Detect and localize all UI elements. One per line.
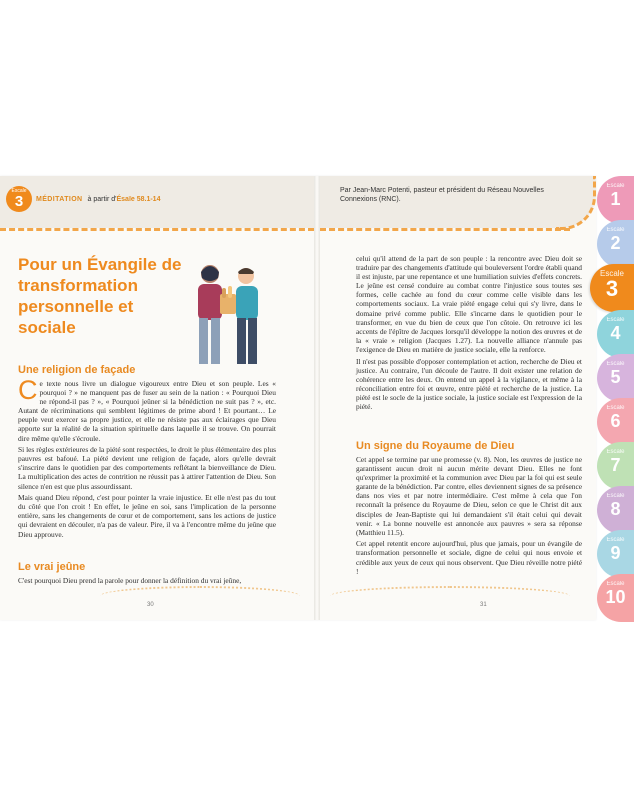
- tab-number: 6: [610, 411, 621, 431]
- paragraph: C'est pourquoi Dieu prend la parole pour donner la définition du vrai jeûne,: [18, 576, 242, 585]
- dropcap: C: [18, 375, 38, 405]
- escale-badge-number: 3: [14, 193, 24, 210]
- paragraph: [18, 375, 276, 443]
- tab-escale-9[interactable]: [597, 530, 634, 578]
- paragraph-text: e texte nous livre un dialogue vigoureux entre Dieu et son peuple. Les « pourquoi ? » ne manquent pas de fuser au sein de la nation : « Pourquoi Dieu ne répond-il pas ? », « Pourquoi jeûner si la bénédiction ne suit pas ? », etc. Autant de récriminations qui semblent légitimes de prime abord ! Et pourtant… Le peuple veut exercer sa propre justice, et elle ne résiste pas aux éclairages que Dieu apporte sur la réalité de la situation spirituelle dans laquelle il se trouve. On pourrait dire même qu'elle s'écroule.: [18, 379, 276, 443]
- tab-label: Escale: [606, 227, 625, 233]
- paragraph: Si les règles extérieures de la piété sont respectées, le droit le plus élémentaire des plus pauvres est bafoué. La piété devient une religion de façade, alors qu'elle devrait s'inscrire dans le quotidien par des comportements reflétant la bienveillance de Dieu. La multiplication des actes de contrition ne réussit pas à attirer l'attention de Dieu. Son silence n'en est que plus assourdissant.: [18, 445, 276, 491]
- tab-label: Escale: [606, 449, 625, 455]
- tab-escale-10[interactable]: [597, 574, 634, 622]
- paragraph: Cet appel retentit encore aujourd'hui, plus que jamais, pour un évangile de transformation personnelle et sociale, digne de celui qui nous envoie et crédible aux yeux de ceux qui nous observent. Que Dieu réveille notre piété !: [356, 539, 582, 576]
- tab-number: 9: [610, 543, 621, 563]
- tab-number: 8: [610, 499, 621, 519]
- tab-label: Escale: [606, 317, 625, 323]
- tab-number: 7: [610, 455, 621, 475]
- from-text: à partir d': [87, 196, 117, 203]
- scripture-reference: Ésaïe 58.1-14: [116, 196, 161, 203]
- book-gutter: [314, 176, 320, 620]
- section-heading-religion: Une religion de façade: [18, 364, 136, 376]
- paragraph: celui qu'il attend de la part de son peuple : la rencontre avec Dieu doit se traduire par des changements d'attitude qui bouleversent l'ordre établi quand il est injuste, par une repentance et une humiliation suivies d'effets concrets. Le jeûne est censé conduire au combat contre l'injustice sous toutes ses formes, celle cachée au fond du cœur comme celle visible dans les comportements sociaux. La vraie piété engage celui qui s'y livre, dans le domaine privé comme public. Elle s'incarne dans le quotidien pour le transformer, en vue du bien de ceux que l'on côtoie. On retrouve ici les accents de l'épître de Jacques lorsqu'il développe la notion des œuvres et de la « vraie » religion (Jacques 1.27). La nouvelle alliance n'annule pas l'exigence de Dieu en matière de justice sociale, elle la renforce.: [356, 254, 582, 354]
- dotted-decoration-left: [100, 586, 300, 606]
- section-heading-royaume: Un signe du Royaume de Dieu: [356, 440, 515, 452]
- tab-escale-3[interactable]: [590, 264, 634, 312]
- tab-label: Escale: [606, 493, 625, 499]
- tab-number: 3: [605, 276, 619, 301]
- tab-escale-6[interactable]: [597, 398, 634, 446]
- tab-escale-2[interactable]: [597, 220, 634, 268]
- page-number-right: 31: [480, 602, 487, 608]
- dotted-decoration-right: [330, 586, 570, 606]
- paragraph: Cet appel se termine par une promesse (v. 8). Non, les œuvres de justice ne garantissent aucun droit ni aucun mérite devant Dieu. Elles ne font qu'exprimer la proximité et la communion avec Dieu par la foi qui est seule garante de la bénédiction. Par contre, elles deviennent signes de sa présence dans nos vies et par notre intermédiaire. C'est même à cela que l'on reconnaît la présence du Royaume de Dieu, selon ce que le Christ dit aux disciples de Jean-Baptiste qui lui demandaient s'il était celui qui devait venir. « La bonne nouvelle est annoncée aux pauvres » sera sa réponse (Matthieu 11.5).: [356, 455, 582, 537]
- escale-badge-label: Escale: [11, 188, 27, 194]
- tab-label: Escale: [606, 581, 625, 587]
- tab-escale-5[interactable]: [597, 354, 634, 402]
- tab-number: 5: [610, 367, 621, 387]
- paragraph: Il n'est pas possible d'opposer contemplation et action, recherche de Dieu et justice. Au contraire, l'un découle de l'autre. Il doit exister une relation de cohérence entre les deux. On entend un appel à la vigilance, et même à la réconciliation entre foi et œuvre, entre piété et recherche de la justice. La piété est le socle de la justice sociale, la justice sociale est l'expression de la piété.: [356, 356, 582, 411]
- tab-escale-1[interactable]: [597, 176, 634, 224]
- meditation-line: [36, 196, 160, 203]
- left-body-top: [18, 375, 276, 541]
- tab-escale-4[interactable]: [597, 310, 634, 358]
- author-credit: Par Jean-Marc Potenti, pasteur et président du Réseau Nouvelles Connexions (RNC).: [340, 187, 544, 203]
- tab-number: 2: [610, 233, 621, 253]
- tab-label: Escale: [606, 361, 625, 367]
- tab-escale-8[interactable]: [597, 486, 634, 534]
- two-people-illustration: [180, 260, 276, 368]
- page-number-left: 30: [147, 602, 154, 608]
- tab-label: Escale: [606, 537, 625, 543]
- paragraph: Mais quand Dieu répond, c'est pour pointer la vraie injustice. Et elle n'est pas du tout du côté que l'on croit ! En effet, le jeûne en soi, sans l'implication de la personne entière, sans les changements de cœur et de comportement, sans les actions de justice qui devraient en découler, n'a pas de valeur. Pire, il va à l'encontre même du jeûne que Dieu approuve.: [18, 493, 276, 539]
- meditation-keyword: MÉDITATION: [36, 196, 83, 203]
- page-title: Pour un Évangile de transformation personnelle et sociale: [18, 255, 182, 337]
- right-body-bottom: [356, 455, 582, 578]
- tab-escale-7[interactable]: [597, 442, 634, 490]
- dashed-divider-right: [320, 228, 570, 231]
- tab-number: 1: [610, 189, 621, 209]
- section-heading-jeune: Le vrai jeûne: [18, 561, 86, 573]
- tab-label: Escale: [606, 183, 625, 189]
- tab-label: Escale: [606, 405, 625, 411]
- book-spread: [0, 176, 596, 620]
- tab-number: 10: [605, 587, 626, 607]
- tab-number: 4: [610, 323, 621, 343]
- dashed-curve: [556, 176, 596, 230]
- tab-label: Escale: [599, 269, 624, 278]
- right-body-top: [356, 254, 582, 414]
- dashed-divider-left: [0, 228, 314, 231]
- escale-badge: [6, 186, 32, 212]
